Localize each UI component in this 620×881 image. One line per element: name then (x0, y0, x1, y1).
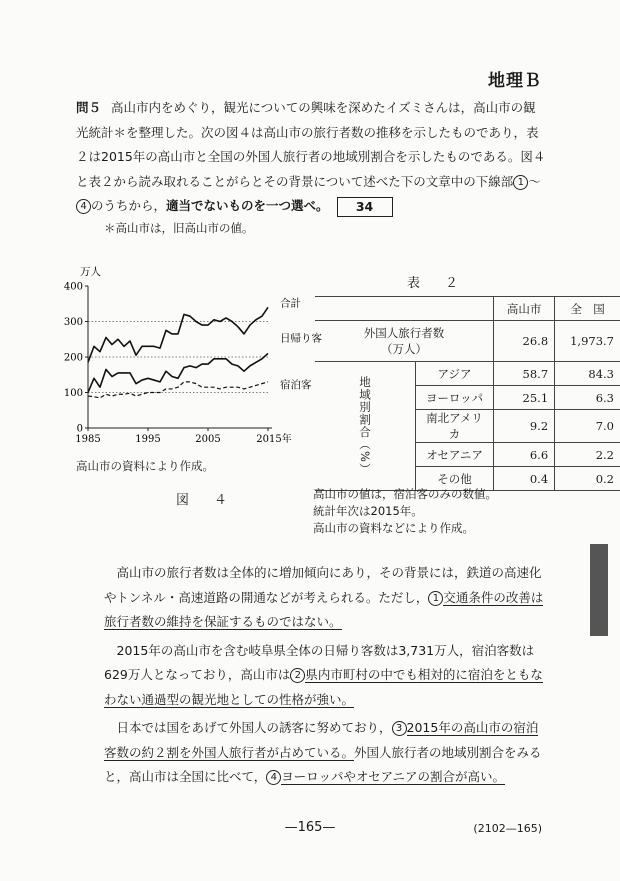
col-header-takayama: 高山市 (494, 297, 555, 321)
exam-code: (2102—165) (473, 822, 542, 835)
answer-box[interactable]: 34 (337, 197, 393, 217)
group-label: 地域別割合（%） (315, 362, 416, 491)
cell-takayama: 25.1 (494, 386, 555, 410)
figure4-caption: 図 ４ (176, 493, 234, 508)
question-number: 問５ (76, 100, 102, 115)
cell-takayama: 0.4 (494, 467, 555, 491)
cell-national: 84.3 (555, 362, 620, 386)
underline-marker-1: 1 (428, 591, 443, 606)
underlined-option-4: ヨーロッパやオセアニアの割合が高い。 (281, 769, 506, 784)
x-tick-label: 2005 (195, 434, 221, 445)
table2-note-2: 統計年次は2015年。 (313, 504, 423, 518)
passage-text: 日本では国をあげて外国人の誘客に努めており， (116, 720, 392, 735)
series-line-3 (88, 382, 268, 398)
passage-text: 高山市の旅行者数は全体的に増加傾向にあり，その背景には，鉄道の高速化やトンネル・高速道路の開通などが考えられる。ただし， (104, 565, 542, 605)
row-label: その他 (416, 467, 494, 491)
table2-note-1: 高山市の値は，宿泊客のみの数値。 (313, 487, 497, 501)
subject-header: 地理Ｂ (488, 71, 542, 91)
cell-takayama: 6.6 (494, 443, 555, 467)
cell-national: 0.2 (555, 467, 620, 491)
total-takayama: 26.8 (494, 321, 555, 362)
question-body: 高山市内をめぐり，観光についての興味を深めたイズミさんは，高山市の観光統計＊を整理した。次の図４は高山市の旅行者数の推移を示したものであり，表２は2015年の高山市と全国の外国人旅行者の地域別割合を示したものである。図４と表２から読み取れることがらとその背景について述べた下の文章中の下線部 (76, 100, 546, 189)
question-text (76, 96, 546, 219)
section-tab-marker (590, 544, 608, 636)
figure4-source: 高山市の資料により作成。 (76, 459, 214, 473)
cell-national: 2.2 (555, 443, 620, 467)
total-label-line1: 外国人旅行者数 (363, 326, 445, 340)
y-tick-label: 100 (63, 388, 83, 399)
series-label: 合計 (280, 297, 301, 310)
underlined-option-2: 県内市町村の中でも相対的に宿泊をともなわない通過型の観光地としての性格が強い。 (104, 667, 543, 707)
table2-notes (313, 486, 497, 537)
x-tick-label: 1995 (135, 434, 161, 445)
row-label: アジア (416, 362, 494, 386)
col-header-national: 全 国 (555, 297, 620, 321)
circle-number-4: 4 (76, 199, 91, 214)
total-label (315, 321, 494, 362)
tilde: ～ (528, 173, 541, 189)
question-note: ＊高山市は，旧高山市の値。 (104, 221, 254, 235)
table2-note-3: 高山市の資料などにより作成。 (313, 521, 474, 535)
passage-paragraph-3 (104, 716, 550, 790)
table2 (315, 296, 620, 491)
y-tick-label: 400 (63, 281, 83, 293)
passage-paragraph-1 (104, 561, 550, 635)
underlined-option-1: 交通条件の改善は旅行者数の維持を保証するものではない。 (104, 589, 544, 629)
page-number: —165— (284, 820, 336, 835)
total-label-line2: （万人） (381, 342, 428, 356)
question-mid: のうちから， (91, 198, 167, 213)
series-label: 日帰り客 (280, 332, 322, 345)
circle-number-1: 1 (513, 175, 528, 190)
figure4-chart (60, 262, 322, 458)
underline-marker-4: 4 (266, 770, 281, 785)
passage-text: 外国人旅行者の地域別割合をみると，高山市は全国に比べて， (104, 744, 542, 784)
cell-national: 7.0 (555, 410, 620, 443)
y-tick-label: 0 (76, 423, 83, 435)
cell-takayama: 58.7 (494, 362, 555, 386)
cell-national: 6.3 (555, 386, 620, 410)
table-header-row (315, 297, 620, 321)
table-row-total (315, 321, 620, 362)
table-row (315, 362, 620, 386)
y-unit-label: 万人 (80, 266, 101, 278)
cell-takayama: 9.2 (494, 410, 555, 443)
series-label: 宿泊客 (280, 378, 312, 391)
table2-title: 表 ２ (407, 276, 465, 291)
x-tick-label: 1985 (75, 434, 101, 445)
x-tick-label: 2015年 (256, 434, 292, 445)
underline-marker-2: 2 (290, 668, 305, 683)
passage-paragraph-2 (104, 639, 550, 713)
underline-marker-3: 3 (392, 721, 407, 736)
passage-text: 2015年の高山市を含む岐阜県全体の日帰り客数は3,731万人，宿泊客数は629万人となっており，高山市は (104, 642, 535, 682)
row-label: オセアニア (416, 443, 494, 467)
passage (104, 561, 550, 794)
total-national: 1,973.7 (555, 321, 620, 362)
y-tick-label: 300 (63, 317, 83, 328)
row-label: ヨーロッパ (416, 386, 494, 410)
question-emphasis: 適当でないものを一つ選べ。 (166, 198, 329, 213)
underlined-option-3: 2015年の高山市の宿泊客数の約２割を外国人旅行者が占めている。 (104, 720, 539, 760)
y-tick-label: 200 (63, 352, 83, 364)
row-label: 南北アメリカ (416, 410, 494, 443)
series-line-1 (88, 307, 268, 362)
